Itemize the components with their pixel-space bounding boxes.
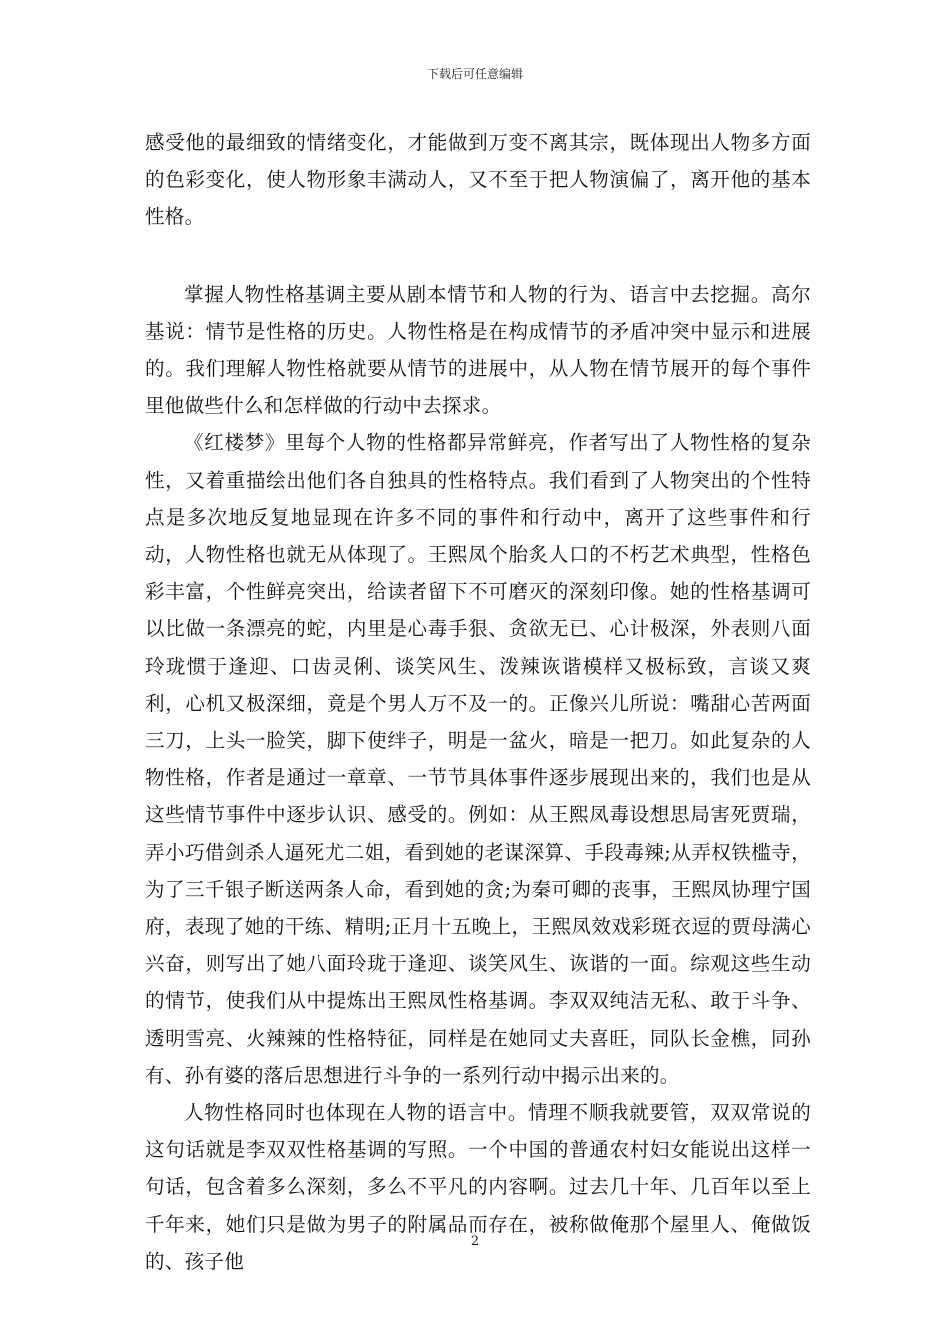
paragraph-honglou-example: 《红楼梦》里每个人物的性格都异常鲜亮，作者写出了人物性格的复杂性，又着重描绘出他们各自独具的性格特点。我们看到了人物突出的个性特点是多次地反复地显现在许多不同的事件和行动中，离开了这些事件和行动，人物性格也就无从体现了。王熙凤个胎炙人口的不朽艺术典型，性格色彩丰富，个性鲜亮突出，给读者留下不可磨灭的深刻印像。她的性格基调可以比做一条漂亮的蛇，内里是心毒手狠、贪欲无已、心计极深，外表则八面玲珑惯于逢迎、口齿灵俐、谈笑风生、泼辣诙谐模样又极标致，言谈又爽利，心机又极深细，竟是个男人万不及一的。正像兴儿所说：嘴甜心苦两面三刀，上头一脸笑，脚下使绊子，明是一盆火，暗是一把刀。如此复杂的人物性格，作者是通过一章章、一节节具体事件逐步展现出来的，我们也是从这些情节事件中逐步认识、感受的。例如：从王熙凤毒设想思局害死贾瑞，弄小巧借剑杀人逼死尤二姐，看到她的老谋深算、手段毒辣;从弄权铁槛寺，为了三千银子断送两条人命，看到她的贪;为秦可卿的丧事，王熙凤协理宁国府，表现了她的干练、精明;正月十五晚上，王熙凤效戏彩斑衣逗的贾母满心兴奋，则写出了她八面玲珑于逢迎、谈笑风生、诙谐的一面。综观这些生动的情节，使我们从中提炼出王熙凤性格基调。李双双纯洁无私、敢于斗争、透明雪亮、火辣辣的性格特征，同样是在她同丈夫喜旺，同队长金樵，同孙有、孙有婆的落后思想进行斗争的一系列行动中揭示出来的。 xyxy=(145,431,811,1087)
page-header: 下载后可任意编辑 xyxy=(426,67,523,81)
paragraph-character-language: 人物性格同时也体现在人物的语言中。情理不顺我就要管，双双常说的这句话就是李双双性格基调的写照。一个中国的普通农村妇女能说出这样一句话，包含着多么深刻，多么不平凡的内容啊。过去几十年、几百年以至上千年来，她们只是做为男子的附属品而存在，被称做俺那个屋里人、俺做饭的、孩子他 xyxy=(145,1101,811,1273)
page-number: 2 xyxy=(470,1234,480,1249)
paragraph-continued: 感受他的最细致的情绪变化，才能做到万变不离其宗，既体现出人物多方面的色彩变化，使人物形象丰满动人，又不至于把人物演偏了，离开他的基本性格。 xyxy=(145,131,811,229)
paragraph-plot-and-character: 掌握人物性格基调主要从剧本情节和人物的行为、语言中去挖掘。高尔基说：情节是性格的历史。人物性格是在构成情节的矛盾冲突中显示和进展的。我们理解人物性格就要从情节的进展中，从人物在情节展开的每个事件里他做些什么和怎样做的行动中去探求。 xyxy=(145,282,811,418)
document-body xyxy=(145,124,811,1280)
paragraph-gap xyxy=(145,236,811,276)
